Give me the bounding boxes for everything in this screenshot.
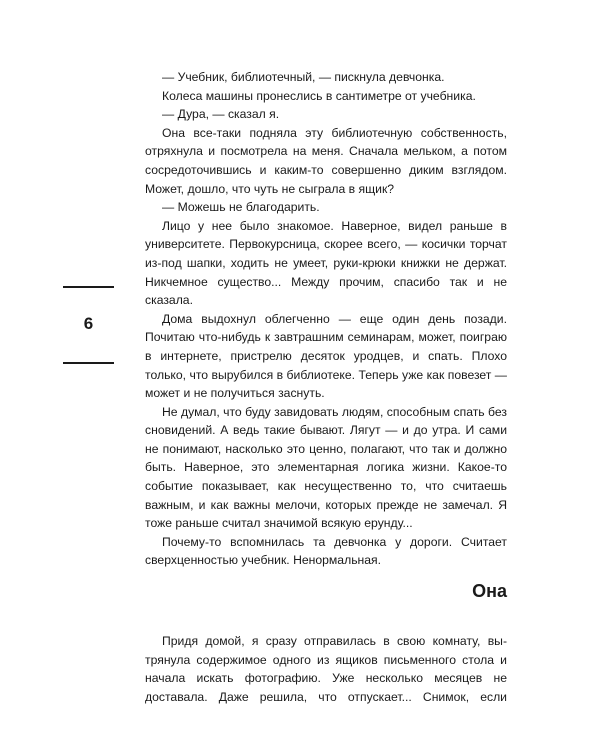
paragraph: — Можешь не благодарить. [162,200,320,215]
paragraph: Придя домой, я сразу отправилась в свою комнату, вытрянула содержимое одного из ящиков письменного стола и начала искать фотографию. Уже несколько месяцев не доставала. Даже решила, что отпускает... Снимок, если [145,634,507,704]
paragraph: Лицо у нее было знакомое. Наверное, видел раньше в университете. Первокурсница, скорее всего, — косички торчат из-под шапки, ходить не умеет, руки-крюки книжки не держат. Никчемное существо... Между прочим, спасибо так и не сказала. [145,218,507,308]
paragraph: Она все-таки подняла эту библиотечную собственность, отряхнула и посмотрела на меня. Сначала мельком, а потом сосредоточившись и каким-то совершенно диким взглядом. Может, дошло, что чуть не сыграла в ящик? [145,125,507,196]
page-number-rule-bottom [63,362,114,364]
paragraph: Колеса машины пронеслись в сантиметре от учебника. [162,88,476,103]
paragraph: Почему-то вспомнилась та девчонка у дороги. Считает сверхценностью учебник. Ненормальная. [145,534,507,568]
page-number-rule-top [63,286,114,288]
main-text [145,68,507,570]
paragraph: Не думал, что буду завидовать людям, способным спать без сновидений. А ведь такие бывают. Лягут — и до утра. И сами не понимают, насколько это ценно, полагают, что так и должно быть. Наверное, это элементарная логика жизни. Какое-то событие показывает, как несущественно то, что считаешь важным, и как важны мелочи, которых прежде не замечал. Я тоже раньше считал значимой всякую ерунду... [145,404,507,531]
paragraph: — Дура, — сказал я. [162,107,280,122]
page-number: 6 [83,314,94,333]
paragraph: Дома выдохнул облегченно — еще один день позади. Почитаю что-нибудь к завтрашним семинарам, может, поиграю в интернете, пристрелю десяток уродцев, и спать. Плохо только, что вырубился в библиотеке. Теперь уже как повезет — может и не получиться заснуть. [145,311,507,401]
section-text [145,632,507,706]
section-heading: Она [472,581,507,601]
paragraph: — Учебник, библиотечный, — пискнула девчонка. [162,70,445,84]
